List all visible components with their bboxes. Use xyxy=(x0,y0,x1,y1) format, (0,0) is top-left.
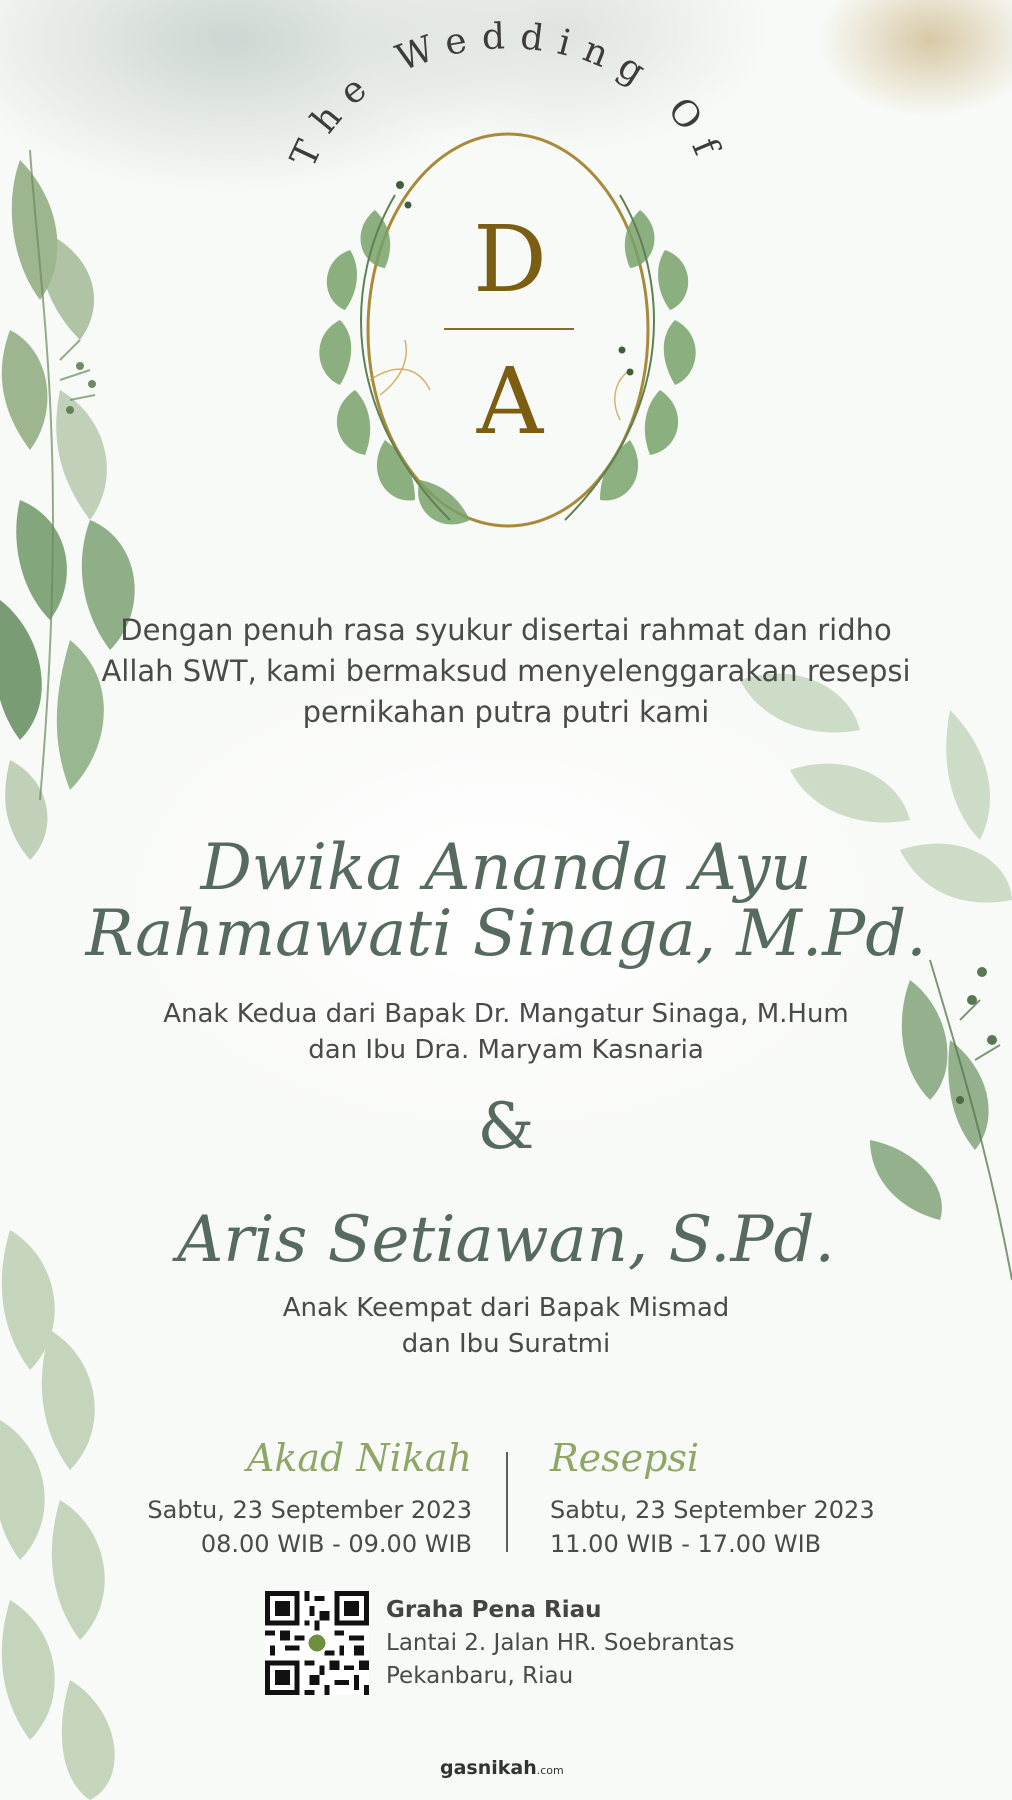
bride-name-line-2: Rahmawati Sinaga, M.Pd. xyxy=(85,897,927,971)
brand-domain: .com xyxy=(536,1764,564,1777)
resepsi-title: Resepsi xyxy=(550,1436,700,1480)
monogram-divider xyxy=(444,328,574,330)
arc-title-text: The Wedding Of xyxy=(283,16,732,174)
akad-details xyxy=(147,1493,472,1561)
bride-parents xyxy=(0,996,1012,1068)
intro-line-1: Dengan penuh rasa syukur disertai rahmat dan ridho xyxy=(120,613,892,647)
ampersand: & xyxy=(477,1090,535,1164)
intro-text xyxy=(0,610,1012,733)
brand-name: gasnikah xyxy=(440,1757,537,1779)
intro-line-3: pernikahan putra putri kami xyxy=(302,695,710,729)
resepsi-time: 11.00 WIB - 17.00 WIB xyxy=(550,1530,822,1558)
resepsi-details xyxy=(550,1493,875,1561)
akad-date: Sabtu, 23 September 2023 xyxy=(147,1496,472,1524)
venue-name: Graha Pena Riau xyxy=(386,1597,602,1623)
venue-info xyxy=(386,1594,735,1693)
events-divider xyxy=(506,1452,508,1552)
venue-address-line-1: Lantai 2. Jalan HR. Soebrantas xyxy=(386,1630,735,1656)
venue-address-line-2: Pekanbaru, Riau xyxy=(386,1663,574,1689)
intro-line-2: Allah SWT, kami bermaksud menyelenggarakan resepsi xyxy=(101,654,911,688)
groom-parents xyxy=(0,1290,1012,1362)
bride-name-line-1: Dwika Ananda Ayu xyxy=(200,831,812,905)
groom-name: Aris Setiawan, S.Pd. xyxy=(177,1203,835,1277)
monogram-bottom-letter: A xyxy=(476,348,544,455)
akad-title: Akad Nikah xyxy=(246,1436,472,1480)
monogram-top-letter: D xyxy=(473,206,547,313)
qr-code-icon[interactable] xyxy=(265,1591,369,1695)
resepsi-date: Sabtu, 23 September 2023 xyxy=(550,1496,875,1524)
groom-parents-line-2: dan Ibu Suratmi xyxy=(401,1329,611,1359)
akad-time: 08.00 WIB - 09.00 WIB xyxy=(200,1530,472,1558)
bride-parents-line-2: dan Ibu Dra. Maryam Kasnaria xyxy=(308,1035,704,1065)
brand-logo[interactable] xyxy=(440,1757,564,1779)
bride-name xyxy=(0,831,1012,971)
groom-parents-line-1: Anak Keempat dari Bapak Mismad xyxy=(282,1293,730,1323)
bride-parents-line-1: Anak Kedua dari Bapak Dr. Mangatur Sinaga, M.Hum xyxy=(163,999,849,1029)
